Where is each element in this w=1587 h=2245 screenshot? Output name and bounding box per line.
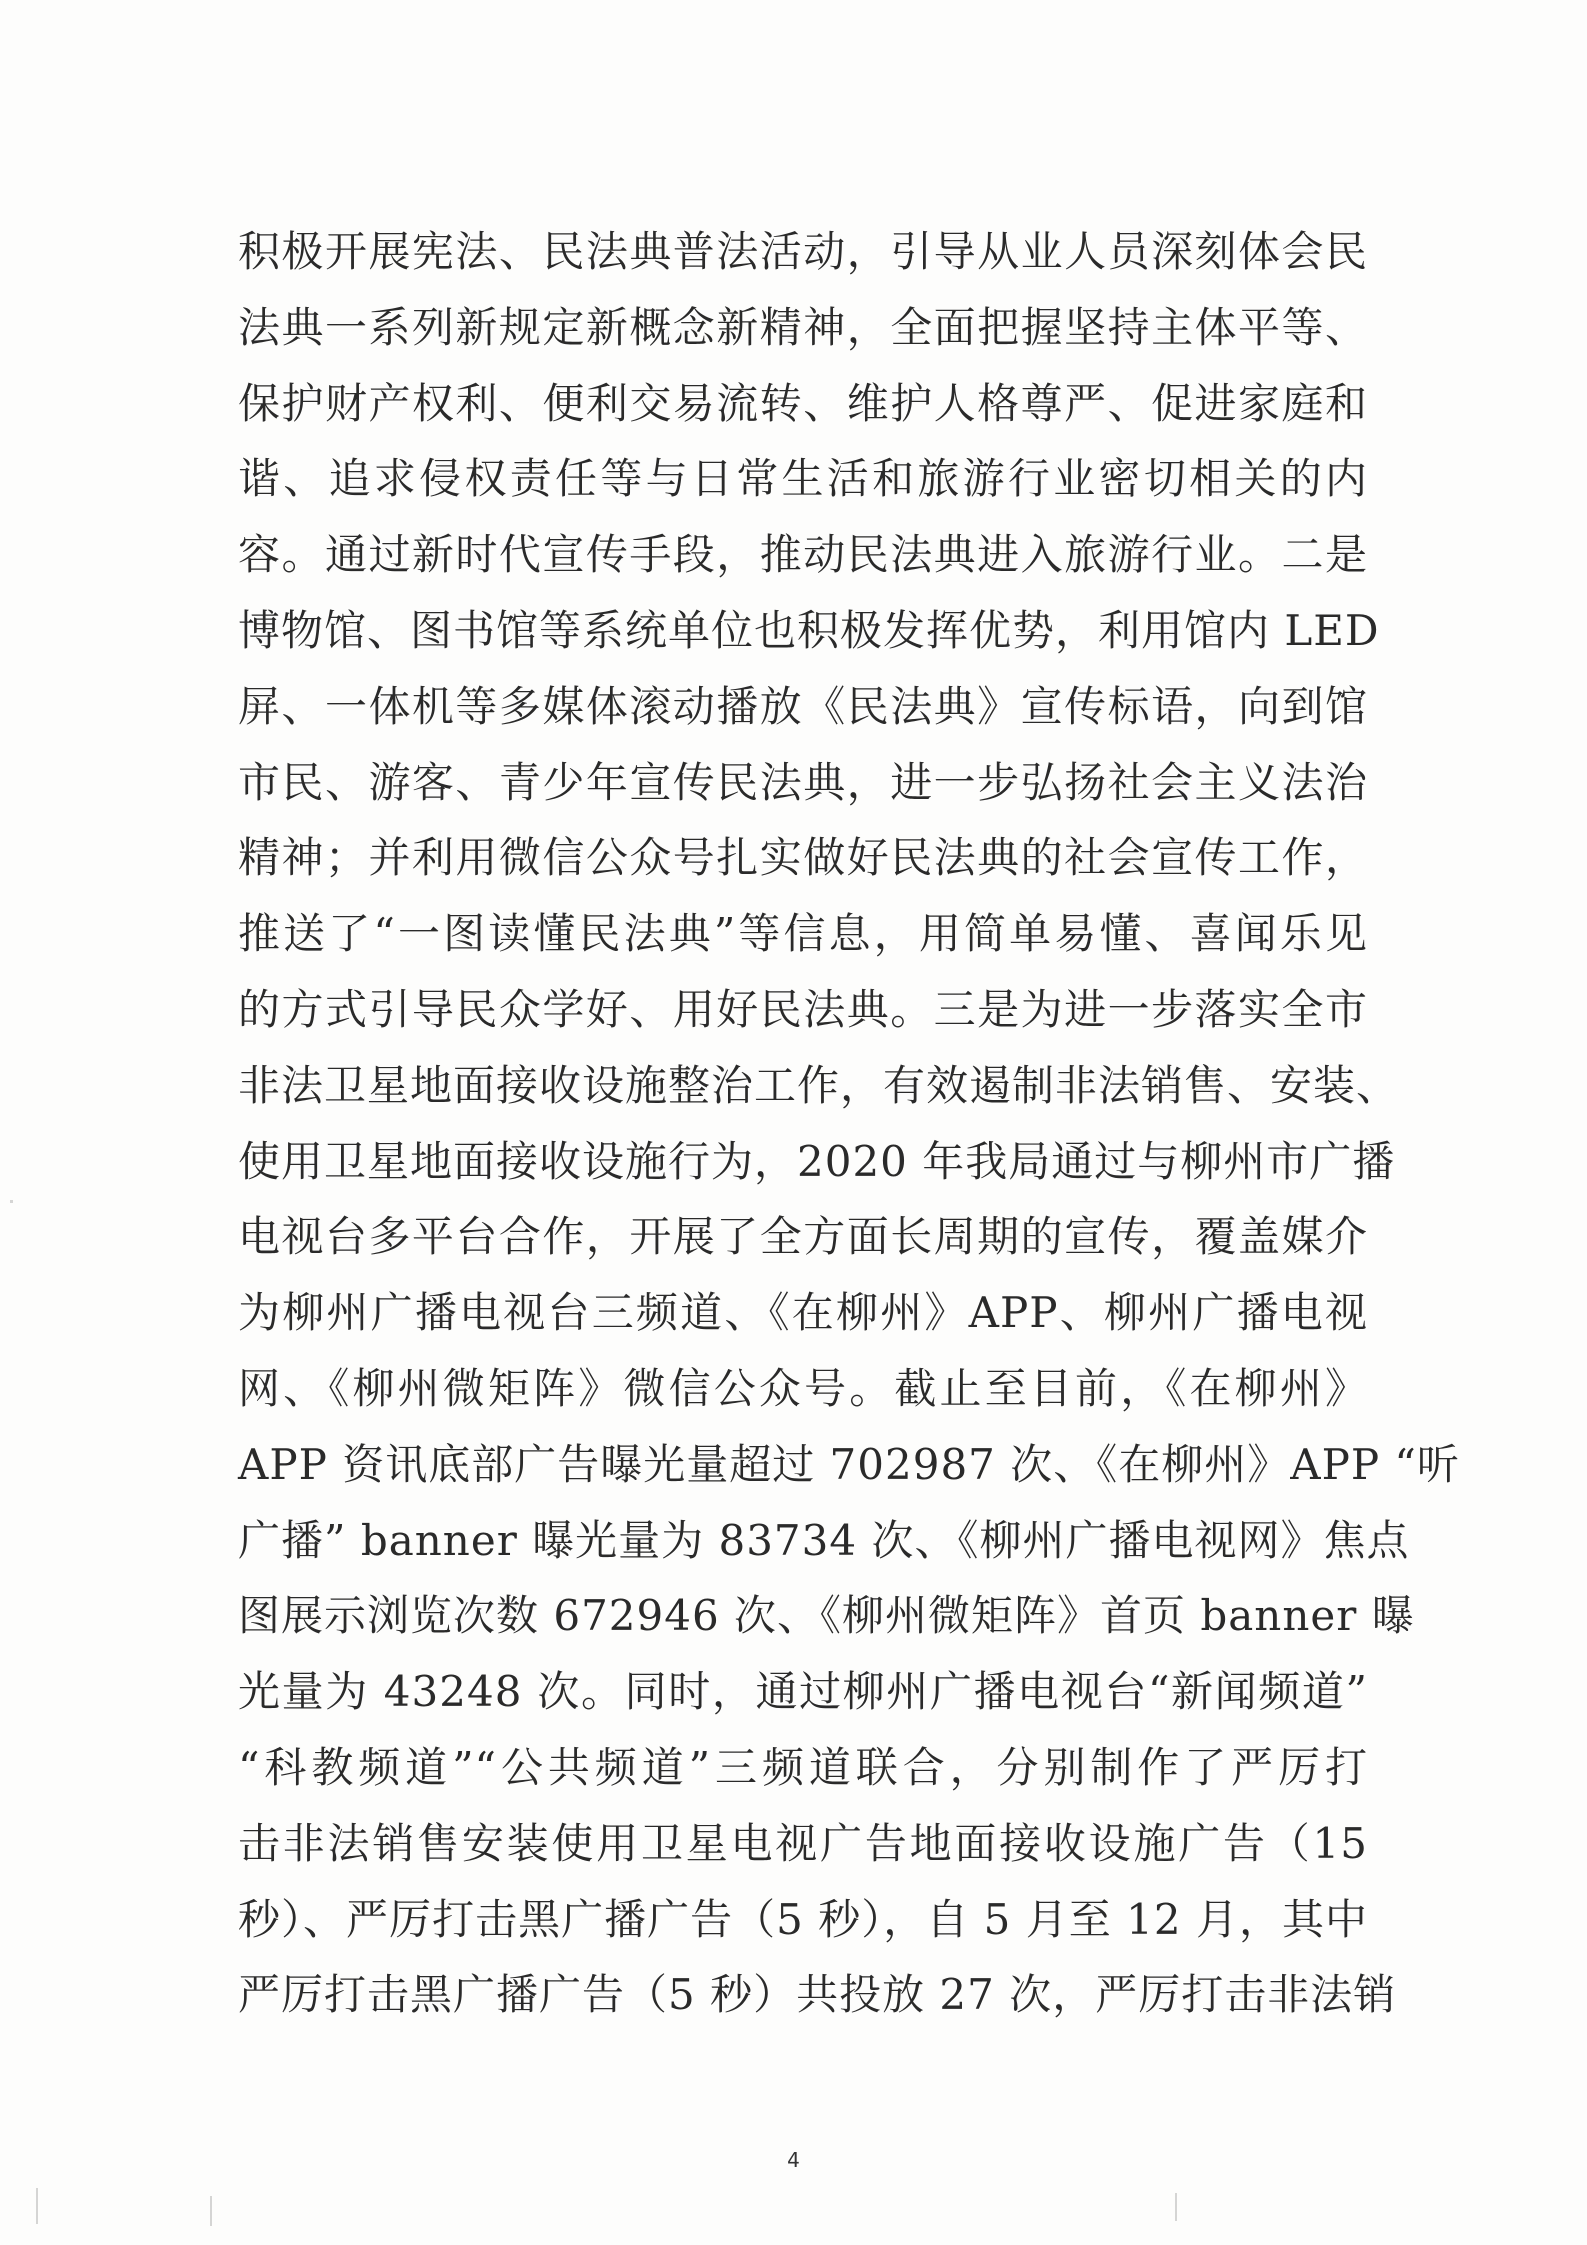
text-line: 网、《柳州微矩阵》微信公众号。截止至目前，《在柳州》 bbox=[238, 1363, 1368, 1413]
text-line: 为柳州广播电视台三频道、《在柳州》APP、柳州广播电视 bbox=[238, 1288, 1368, 1338]
scan-artifact bbox=[210, 2196, 212, 2226]
text-line: 推送了“一图读懂民法典”等信息，用简单易懂、喜闻乐见 bbox=[238, 909, 1368, 959]
text-line: 法典一系列新规定新概念新精神，全面把握坚持主体平等、 bbox=[238, 302, 1368, 352]
text-line: 广播” banner 曝光量为 83734 次、《柳州广播电视网》焦点 bbox=[238, 1515, 1410, 1565]
text-line: 使用卫星地面接收设施行为，2020 年我局通过与柳州市广播 bbox=[238, 1136, 1396, 1186]
text-line: “科教频道”“公共频道”三频道联合，分别制作了严厉打 bbox=[238, 1742, 1368, 1792]
text-line: 积极开展宪法、民法典普法活动，引导从业人员深刻体会民 bbox=[238, 227, 1368, 276]
text-line: 电视台多平台合作，开展了全方面长周期的宣传，覆盖媒介 bbox=[238, 1212, 1368, 1262]
text-line: 谐、追求侵权责任等与日常生活和旅游行业密切相关的内 bbox=[238, 454, 1368, 504]
text-line: 市民、游客、青少年宣传民法典，进一步弘扬社会主义法治 bbox=[238, 757, 1368, 807]
scan-artifact bbox=[10, 1200, 13, 1203]
text-line: 精神；并利用微信公众号扎实做好民法典的社会宣传工作， bbox=[238, 833, 1368, 883]
text-line: 屏、一体机等多媒体滚动播放《民法典》宣传标语，向到馆 bbox=[238, 681, 1368, 731]
page-number: 4 bbox=[787, 2148, 800, 2172]
text-line: 非法卫星地面接收设施整治工作，有效遏制非法销售、安装、 bbox=[238, 1060, 1400, 1110]
text-line: 容。通过新时代宣传手段，推动民法典进入旅游行业。二是 bbox=[238, 530, 1368, 580]
text-line: APP 资讯底部广告曝光量超过 702987 次、《在柳州》APP “听 bbox=[238, 1439, 1460, 1489]
text-line: 图展示浏览次数 672946 次、《柳州微矩阵》首页 banner 曝 bbox=[238, 1591, 1415, 1641]
scan-artifact bbox=[36, 2188, 38, 2224]
body-text bbox=[238, 214, 1460, 2033]
text-line: 严厉打击黑广播广告（5 秒）共投放 27 次，严厉打击非法销 bbox=[238, 1970, 1397, 2020]
text-line: 保护财产权利、便利交易流转、维护人格尊严、促进家庭和 bbox=[238, 378, 1368, 428]
text-line: 击非法销售安装使用卫星电视广告地面接收设施广告（15 bbox=[238, 1818, 1368, 1868]
scan-artifact bbox=[1175, 2193, 1177, 2221]
text-line: 秒）、严厉打击黑广播广告（5 秒），自 5 月至 12 月，其中 bbox=[238, 1894, 1368, 1944]
text-line: 的方式引导民众学好、用好民法典。三是为进一步落实全市 bbox=[238, 984, 1368, 1034]
text-line: 光量为 43248 次。同时，通过柳州广播电视台“新闻频道” bbox=[238, 1667, 1368, 1717]
text-line: 博物馆、图书馆等系统单位也积极发挥优势，利用馆内 LED bbox=[238, 605, 1380, 655]
